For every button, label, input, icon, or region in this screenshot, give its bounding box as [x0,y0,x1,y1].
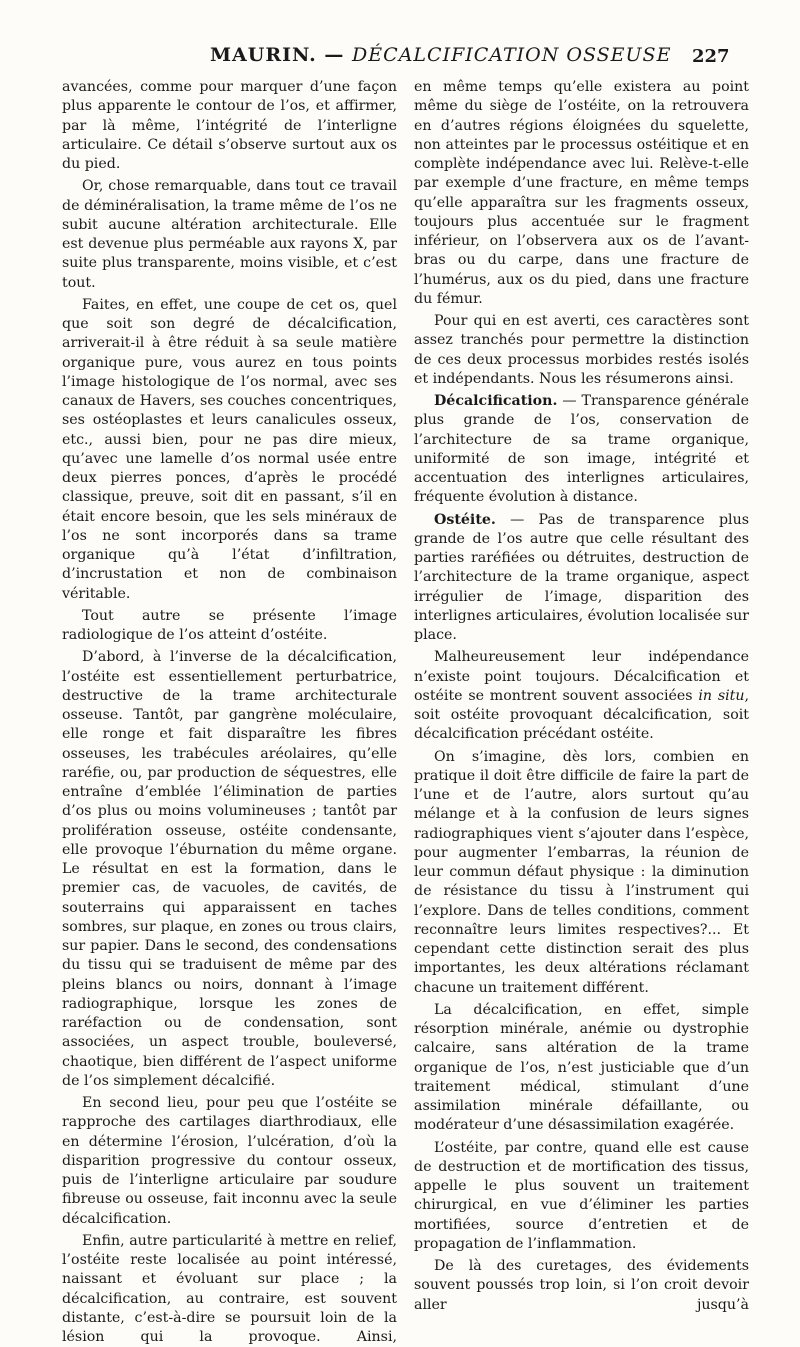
paragraph: Tout autre se présente l’image radiologique de l’os atteint d’ostéite. [62,607,397,643]
paragraph: D’abord, à l’inverse de la décalcification, l’ostéite est essentiellement perturbatrice, destructive de la trame architecturale osseuse. Tantôt, par gangrène moléculaire, elle ronge et fait disparaître les fibres osseuses, les trabécules aréolaires, qu’elle raréfie, ou, par production de séquestres, elle entraîne d’emblée l’élimination de parties d’os plus ou moins volumineuses ; tantôt par prolifération osseuse, ostéite condensante, elle provoque l’éburnation du même organe. Le résultat en est la formation, dans le premier cas, de vacuoles, de cavités, de souterrains qui apparaissent en taches sombres, sur plaque, en zones ou trous clairs, sur papier. Dans le second, des condensations du tissu qui se traduisent de même par des pleins blancs ou noirs, donnant à l’image radiographique, lorsque les zones de raréfaction ou de condensation, sont associées, un aspect trouble, bouleversé, chaotique, bien différent de l’aspect uniforme de l’os simplement décalcifié. [62,649,397,1089]
summary-text: — Pas de transparence plus grande de l’os autre que celle résultant des parties raréfiées ou détruites, destruction de l’architecture de la trame organique, aspect irrégulier de l’image, disparition des interlignes articulaires, évolution localisée sur place. [414,511,750,643]
paragraph: On s’imagine, dès lors, combien en pratique il doit être difficile de faire la part de l’une et de l’autre, alors surtout qu’au mélange et à la confusion de leurs signes radiographiques vient s’ajouter dans l’espèce, pour augmenter l’embarras, la réunion de leur commun défaut physique : la diminution de résistance du tissu à l’instrument qui l’explore. Dans de telles conditions, comment reconnaître leurs limites respectives?... Et cependant cette distinction serait des plus importantes, les deux altérations réclamant chacune un traitement différent. [414,748,749,996]
paragraph: Enfin, autre particularité à mettre en relief, l’ostéite reste localisée au point intéressé, naissant et évoluant sur place ; la décalcification, au contraire, est souvent distante, c’est-à-dire se poursuit loin de la lésion qui la provoque. Ainsi, [62,1232,397,1345]
summary-label: Décalcification. [434,393,558,409]
summary-osteite [414,511,749,646]
paragraph: En second lieu, pour peu que l’ostéite se rapproche des cartilages diarthrodiaux, elle en détermine l’érosion, l’ulcération, d’où la disparition progressive du contour osseux, puis de l’interligne articulaire par soudure fibreuse ou osseuse, fait inconnu avec la seule décalcification. [62,1095,397,1227]
author-name: MAURIN. [210,44,317,66]
paragraph: De là des curetages, des évidements souvent poussés trop loin, si l’on croit devoir aller jusqu’à [414,1258,749,1313]
paragraph [414,648,749,744]
paragraph: L’ostéite, par contre, quand elle est cause de destruction et de mortification des tissus, appelle le plus souvent un traitement chirurgical, en vue d’éliminer les parties mortifiées, source d’entretien et de propagation de l’inflammation. [414,1139,749,1252]
page-number: 227 [692,46,730,67]
left-column [62,78,397,1347]
summary-text: — Transparence générale plus grande de l’os, conservation de l’architecture de sa trame organique, uniformité de son image, intégrité et accentuation des interlignes articulaires, fréquente évolution à distance. [414,393,749,506]
paragraph: Or, chose remarquable, dans tout ce travail de déminéralisation, la trame même de l’os ne subit aucune altération architecturale. Elle est devenue plus perméable aux rayons X, par suite plus transparente, moins visible, et c’est tout. [62,178,397,291]
title-dash: — [324,44,345,66]
italic-term: in situ [698,687,745,704]
paragraph: La décalcification, en effet, simple résorption minérale, anémie ou dystrophie calcaire, sans altération de la trame organique de l’os, n’est justiciable que d’un traitement médical, stimulant d’une assimilation minérale défaillante, ou modérateur d’une désassimilation exagérée. [414,1001,749,1134]
paragraph: en même temps qu’elle existera au point même du siège de l’ostéite, on la retrouvera en d’autres régions éloignées du squelette, non atteintes par le processus ostéitique et en complète indépendance avec lui. Relève-t-elle par exemple d’une fracture, en même temps qu’elle apparaîtra sur les fragments osseux, toujours plus accentuée sur le fragment inférieur, on l’observera aux os de l’avant-bras ou du carpe, dans une fracture de l’humérus, aux os du pied, dans une fracture du fémur. [414,79,749,307]
paragraph: avancées, comme pour marquer d’une façon plus apparente le contour de l’os, et affirmer, par là même, l’intégrité de l’interligne articulaire. Ce détail s’observe surtout aux os du pied. [62,79,397,172]
text-span: Malheureusement leur indépendance n’existe point toujours. Décalcification et ostéite se montrent souvent associées [414,649,749,704]
summary-decalcification [414,392,749,508]
summary-label: Ostéite. [434,511,496,528]
running-title [210,44,671,66]
right-column [414,78,749,1315]
paragraph: Faites, en effet, une coupe de cet os, quel que soit son degré de décalcification, arriverait-il à être réduit à sa seule matière organique pure, vous aurez en tous points l’image histologique de l’os normal, avec ses canaux de Havers, ses couches concentriques, ses ostéoplastes et leurs canalicules osseux, etc., aussi bien, pour ne pas dire mieux, qu’avec une lamelle d’os normal usée entre deux pierres ponces, d’après le procédé classique, preuve, soit dit en passant, s’il en était encore besoin, que les sels minéraux de l’os ne sont incorporés dans sa trame organique qu’à l’état d’infiltration, d’incrustation et non de combinaison véritable. [62,296,397,602]
paragraph: Pour qui en est averti, ces caractères sont assez tranchés pour permettre la distinction de ces deux processus morbides restés isolés et indépendants. Nous les résumerons ainsi. [414,313,749,387]
article-title: DÉCALCIFICATION OSSEUSE [352,44,672,66]
running-head [0,44,800,72]
text-span: , soit ostéite provoquant décalcification, soit décalcification précédant ostéite. [414,687,749,743]
